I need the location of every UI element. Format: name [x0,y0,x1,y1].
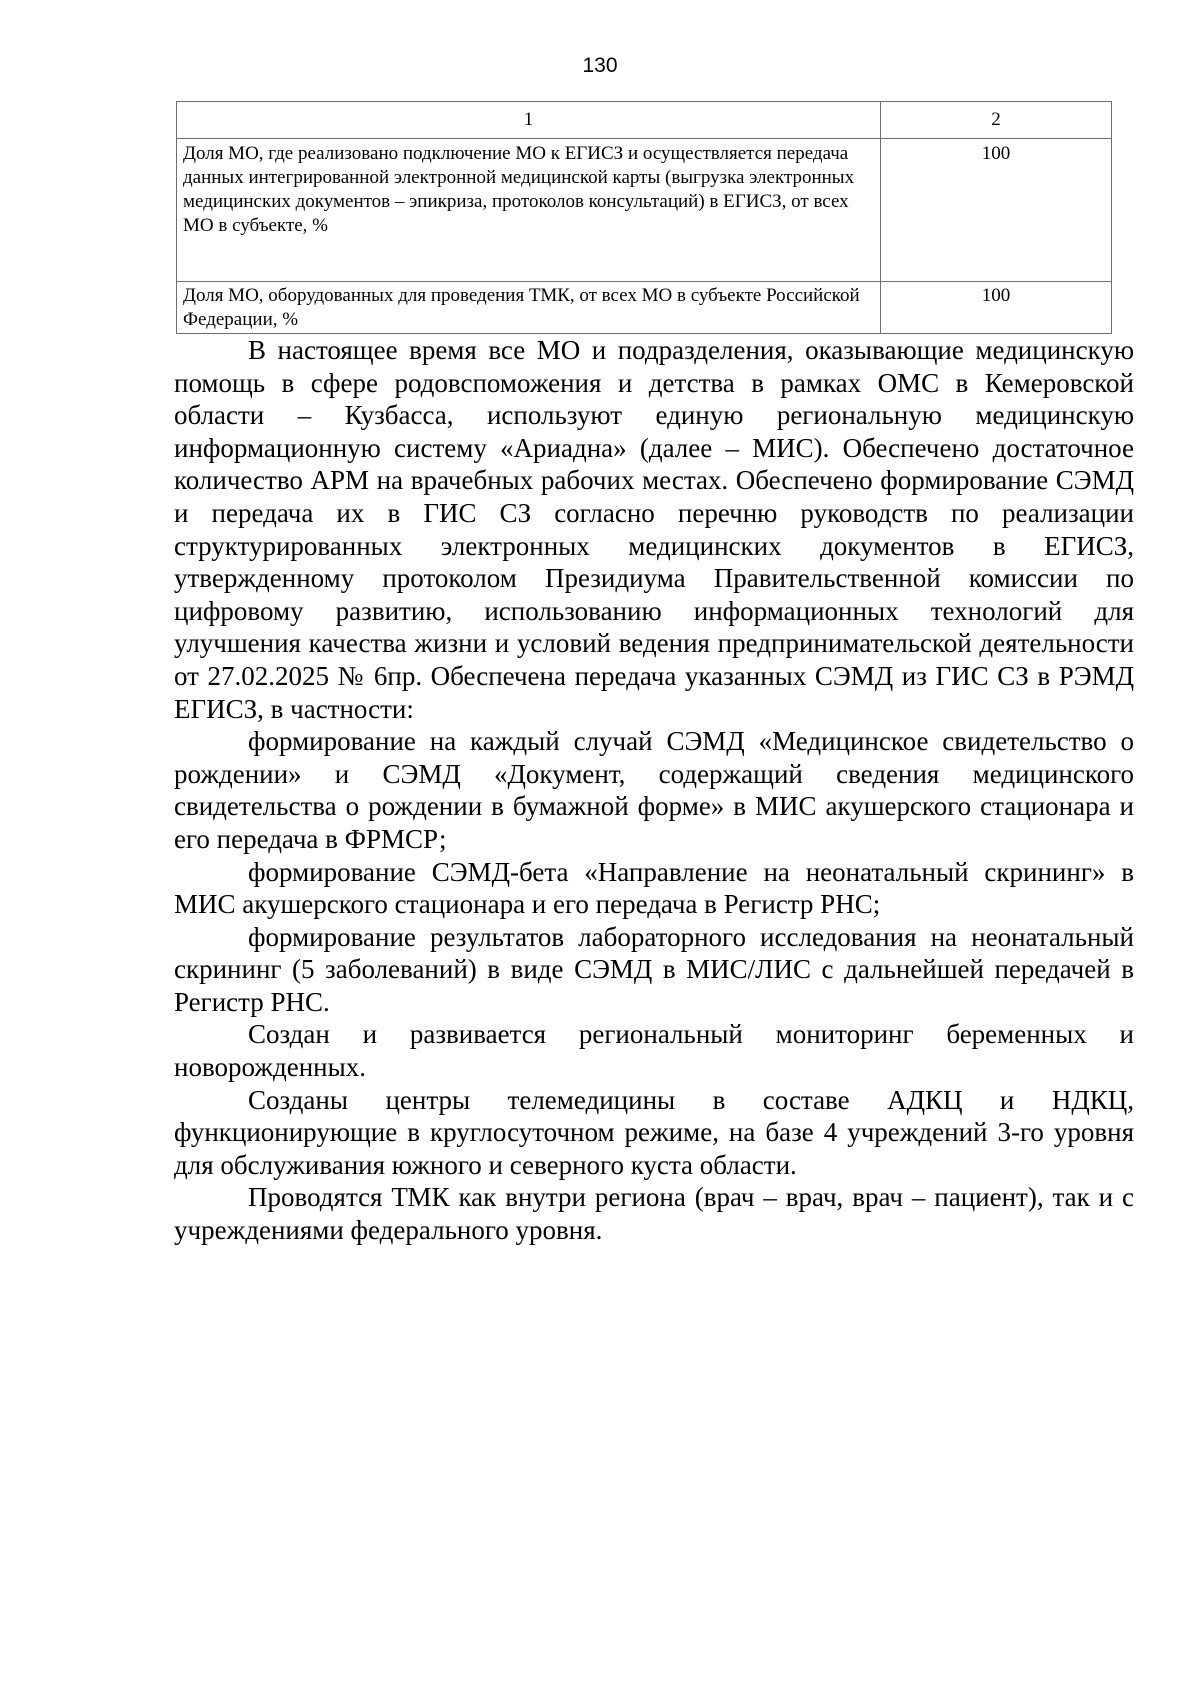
paragraph: Созданы центры телемедицины в составе АДКЦ и НДКЦ, функционирующие в круглосуточном режиме, на базе 4 учреждений 3-го уровня для обслуживания южного и северного куста области. [174,1084,1134,1180]
table-row [177,139,1112,282]
indicator-value: 100 [881,139,1112,282]
indicator-label: Доля МО, где реализовано подключение МО к ЕГИСЗ и осуществляется передача данных интегрированной электронной медицинской карты (выгрузка электронных медицинских документов – эпикриза, протоколов консультаций) в ЕГИСЗ, от всех МО в субъекте, % [177,139,881,282]
table-header-row [177,102,1112,139]
page-number: 130 [582,54,618,77]
table-header-cell: 1 [177,102,881,139]
indicator-value: 100 [881,282,1112,334]
table-header-cell: 2 [881,102,1112,139]
paragraph: формирование СЭМД-бета «Направление на неонатальный скрининг» в МИС акушерского стационара и его передача в Регистр РНС; [174,856,1134,920]
table-row [177,282,1112,334]
paragraph: Создан и развивается региональный мониторинг беременных и новорожденных. [174,1019,1134,1083]
paragraph: формирование результатов лабораторного исследования на неонатальный скрининг (5 заболеваний) в виде СЭМД в МИС/ЛИС с дальнейшей передачей в Регистр РНС. [174,921,1134,1017]
paragraph: Проводятся ТМК как внутри региона (врач – врач, врач – пациент), так и с учреждениями федерального уровня. [174,1182,1134,1246]
paragraph: формирование на каждый случай СЭМД «Медицинское свидетельство о рождении» и СЭМД «Документ, содержащий сведения медицинского свидетельства о рождении в бумажной форме» в МИС акушерского стационара и его передача в ФРМСР; [174,726,1134,854]
paragraph: В настоящее время все МО и подразделения, оказывающие медицинскую помощь в сфере родовспоможения и детства в рамках ОМС в Кемеровской области – Кузбасса, используют единую региональную медицинскую информационную систему «Ариадна» (далее – МИС). Обеспечено достаточное количество АРМ на врачебных рабочих местах. Обеспечено формирование СЭМД и передача их в ГИС СЗ согласно перечню руководств по реализации структурированных электронных медицинских документов в ЕГИСЗ, утвержденному протоколом Президиума Правительственной комиссии по цифровому развитию, использованию информационных технологий для улучшения качества жизни и условий ведения предпринимательской деятельности от 27.02.2025 № 6пр. Обеспечена передача указанных СЭМД из ГИС СЗ в РЭМД ЕГИСЗ, в частности: [174,335,1134,724]
indicator-label: Доля МО, оборудованных для проведения ТМК, от всех МО в субъекте Российской Федерации, % [177,282,881,334]
body-text [174,334,1134,1247]
indicators-table [176,101,1112,334]
